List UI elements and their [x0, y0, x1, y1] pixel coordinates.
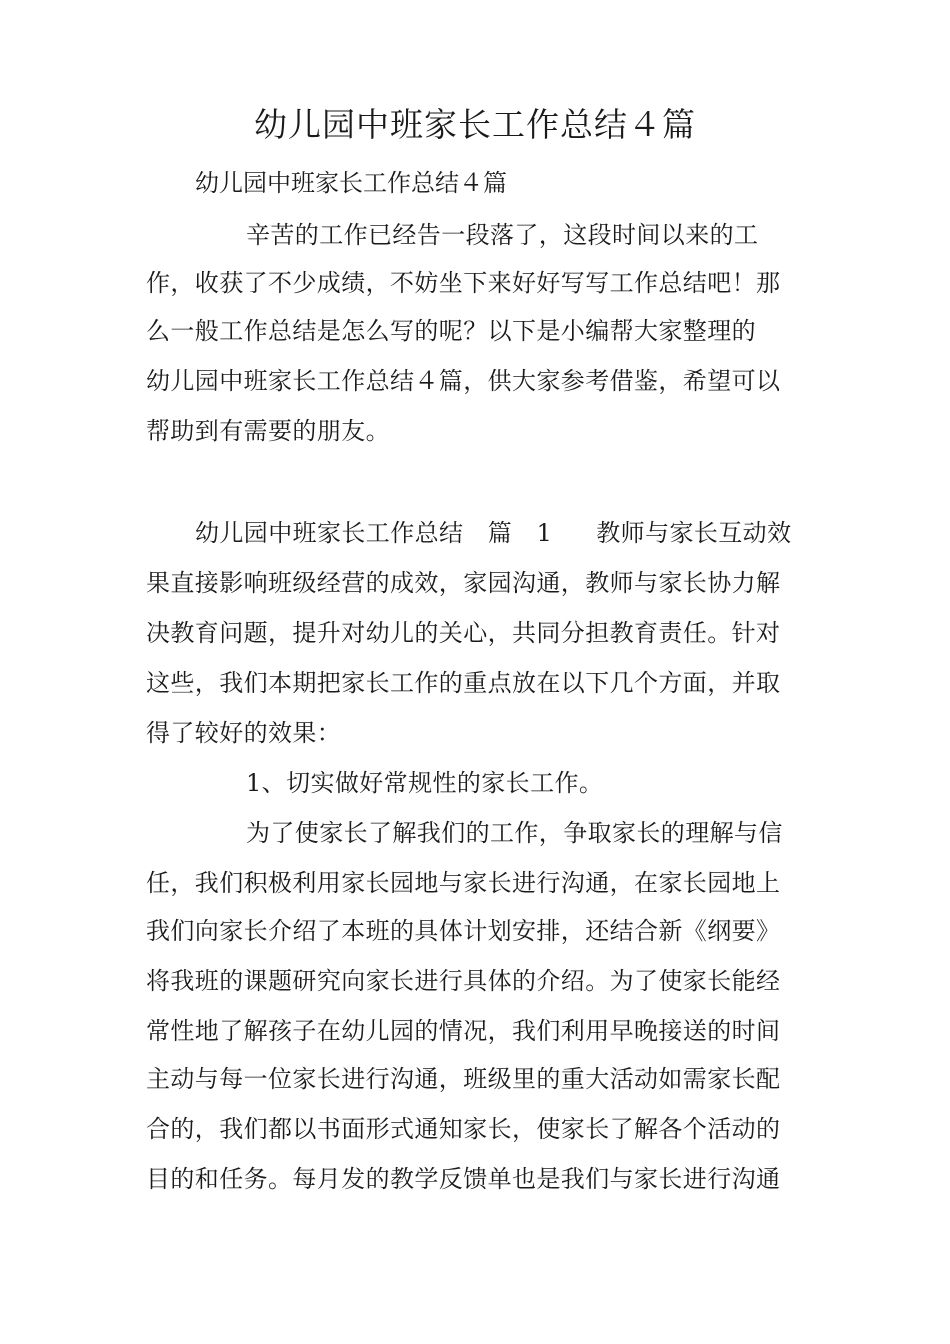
document-title: 幼儿园中班家长工作总结４篇	[254, 105, 696, 144]
paragraph-line: 果直接影响班级经营的成效，家园沟通，教师与家长协力解	[146, 569, 781, 597]
intro-line: 帮助到有需要的朋友。	[146, 417, 390, 445]
paragraph-line: 任，我们积极利用家长园地与家长进行沟通，在家长园地上	[146, 869, 781, 897]
paragraph-line: 目的和任务。每月发的教学反馈单也是我们与家长进行沟通	[146, 1165, 781, 1193]
section-first-line-text: 教师与家长互动效	[596, 519, 792, 547]
section-heading-line	[195, 516, 791, 550]
paragraph-line: 合的，我们都以书面形式通知家长，使家长了解各个活动的	[146, 1115, 781, 1143]
paragraph-line: 决教育问题，提升对幼儿的关心，共同分担教育责任。针对	[146, 619, 781, 647]
paragraph-line: 我们向家长介绍了本班的具体计划安排，还结合新《纲要》	[146, 917, 781, 945]
list-item-1: 1、切实做好常规性的家长工作。	[246, 769, 604, 797]
paragraph-line: 将我班的课题研究向家长进行具体的介绍。为了使家长能经	[146, 967, 781, 995]
paragraph-line: 得了较好的效果：	[146, 719, 342, 747]
paragraph-line: 为了使家长了解我们的工作，争取家长的理解与信	[246, 819, 783, 847]
paragraph-line: 常性地了解孩子在幼儿园的情况，我们利用早晚接送的时间	[146, 1017, 781, 1045]
paragraph-line: 主动与每一位家长进行沟通，班级里的重大活动如需家长配	[146, 1065, 781, 1093]
paragraph-line: 这些，我们本期把家长工作的重点放在以下几个方面，并取	[146, 669, 781, 697]
document-subtitle: 幼儿园中班家长工作总结４篇	[195, 169, 507, 197]
intro-line: 辛苦的工作已经告一段落了，这段时间以来的工	[246, 221, 759, 249]
intro-line: 么一般工作总结是怎么写的呢？以下是小编帮大家整理的	[146, 317, 756, 345]
intro-line: 幼儿园中班家长工作总结４篇，供大家参考借鉴，希望可以	[146, 367, 781, 395]
section-heading: 幼儿园中班家长工作总结 篇 1	[195, 519, 553, 547]
intro-line: 作，收获了不少成绩，不妨坐下来好好写写工作总结吧！那	[146, 269, 781, 297]
